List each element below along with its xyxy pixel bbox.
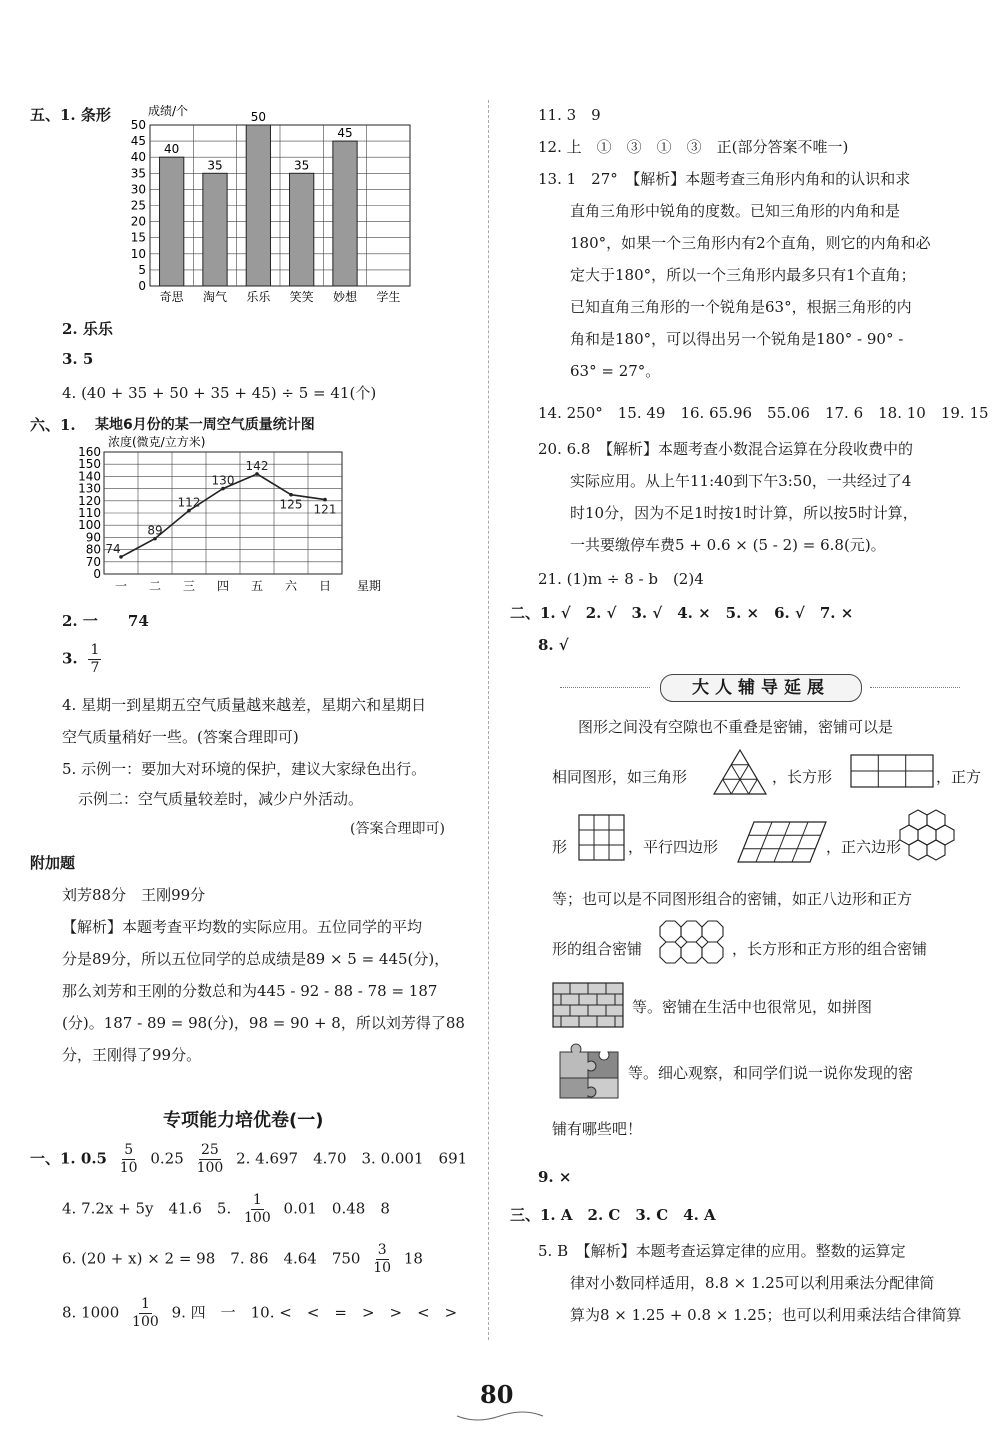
tess-l1: 图形之间没有空隙也不重叠是密铺，密铺可以是: [578, 718, 894, 736]
line-chart-ytick: 150: [78, 457, 101, 472]
liu-q5-note: (答案合理即可): [350, 821, 445, 837]
line-chart-ytick: 130: [78, 481, 101, 496]
fraction-numerator: 1: [140, 1296, 150, 1312]
tess-l7: 等。细心观察，和同学们说一说你发现的密: [628, 1064, 914, 1082]
r-san: 三、1. A 2. C 3. C 4. A: [510, 1206, 716, 1224]
bar-chart: [110, 100, 440, 304]
bar-chart-xlabel: 妙想: [332, 290, 358, 304]
bar-chart-ylabel: 成绩/个: [148, 104, 189, 118]
r-q13-l1: 直角三角形中锐角的度数。已知三角形的内角和是: [570, 202, 901, 220]
line-chart-ytick: 90: [85, 530, 101, 545]
liu-q4-line1: 4. 星期一到星期五空气质量越来越差，星期六和星期日: [62, 696, 427, 714]
r-q5-l2: 算为8 × 1.25 + 0.8 × 1.25；也可以利用乘法结合律简算: [570, 1306, 962, 1324]
liu-q3-prefix: 3.: [62, 649, 78, 668]
bar-chart-ytick: 15: [130, 230, 146, 245]
line-chart-ytick: 0: [93, 567, 101, 581]
fujia-line3: 分是89分，所以五位同学的总成绩是89 × 5 = 445(分)，: [62, 950, 450, 968]
r-q13-l3: 定大于180°，所以一个三角形内最多只有1个直角；: [570, 266, 916, 284]
liu-q3: [62, 642, 107, 677]
line-value-label: 121: [313, 502, 337, 517]
r-q20-l1: 实际应用。从上午11:40到下午3:50，一共经过了4: [570, 472, 912, 490]
line-chart-xlabel: 五: [250, 579, 264, 593]
fraction-numerator: 5: [124, 1142, 134, 1158]
fraction-denominator: 7: [90, 660, 100, 676]
fraction-numerator: 1: [252, 1192, 262, 1208]
bar-value-label: 45: [337, 126, 353, 141]
tess-l2c: ，正方: [936, 768, 982, 786]
line-value-label: 112: [177, 495, 201, 510]
bar-chart-ytick: 40: [130, 150, 146, 165]
special-row1-a: 一、1. 0.5: [30, 1149, 107, 1168]
line-point: [289, 493, 293, 497]
wu-q3: 3. 5: [62, 350, 94, 368]
special-row4: [62, 1296, 457, 1331]
line-chart-xlabel: 四: [216, 579, 230, 593]
fraction: [130, 1296, 161, 1331]
line-chart-xlabel: 三: [182, 579, 196, 593]
r-q13-l4: 已知直角三角形的一个锐角是63°，根据三角形的内: [570, 298, 912, 316]
banner-line-left: [560, 687, 650, 688]
banner-title: 大人辅导延展: [660, 674, 862, 702]
bar-chart-ytick: 20: [130, 214, 146, 229]
line-point: [323, 498, 327, 502]
fraction-numerator: 3: [377, 1242, 387, 1258]
fujia-line1: 刘芳88分 王刚99分: [62, 886, 206, 904]
fraction-denominator: 10: [373, 1260, 392, 1276]
fraction-denominator: 100: [244, 1210, 271, 1226]
tess-l3a: 形: [552, 838, 568, 856]
fraction: [195, 1142, 226, 1177]
tess-l8: 铺有哪些吧！: [552, 1120, 643, 1138]
line-chart-xlabel: 二: [148, 579, 162, 593]
line-chart-title: 某地6月份的某一周空气质量统计图: [95, 417, 315, 433]
line-value-label: 89: [147, 523, 163, 538]
line-chart-ytick: 110: [78, 506, 101, 520]
bar-value-label: 35: [294, 158, 310, 173]
line-chart: [60, 432, 382, 602]
bar: [160, 157, 184, 286]
line-value-label: 142: [245, 458, 269, 473]
octagon-square-tiling-icon: [658, 920, 734, 968]
fraction: [242, 1192, 273, 1227]
line-chart-ylabel: 浓度(微克/立方米): [108, 435, 206, 449]
fraction: [118, 1142, 140, 1177]
r-er8: 8. √: [538, 636, 569, 654]
special-row3-a: 6. (20 + x) × 2 = 98 7. 86 4.64 750: [62, 1249, 361, 1268]
bar-chart-ytick: 25: [130, 198, 146, 213]
line-chart-ytick: 70: [85, 554, 101, 569]
fraction-numerator: 25: [201, 1142, 219, 1158]
tess-l2b: ，长方形: [772, 768, 833, 786]
liu-q5-line1: 5. 示例一：要加大对环境的保护，建议大家绿色出行。: [62, 760, 427, 778]
line-chart-xlabel: 日: [318, 579, 332, 593]
bar-chart-ytick: 0: [138, 279, 146, 293]
bar: [290, 173, 314, 286]
special-row1-c: 2. 4.697 4.70 3. 0.001 691: [236, 1149, 468, 1168]
bar-chart-ytick: 35: [130, 166, 146, 181]
bar-chart-ytick: 45: [130, 134, 146, 149]
puzzle-icon: [556, 1044, 622, 1100]
special-row4-a: 8. 1000: [62, 1303, 120, 1322]
liu-q5-line2: 示例二：空气质量较差时，减少户外活动。: [78, 790, 364, 808]
r-q12: 12. 上 ① ③ ① ③ 正(部分答案不唯一): [538, 138, 849, 156]
line-value-label: 130: [211, 473, 235, 488]
fraction-denominator: 100: [132, 1314, 159, 1330]
tess-l3b: ，平行四边形: [628, 838, 719, 856]
triangle-tiling-icon: [712, 748, 768, 796]
r-q14: 14. 250° 15. 49 16. 65.96 55.06 17. 6 18. 10 19. 15: [538, 404, 989, 422]
wu-q1: 五、1. 条形: [30, 106, 111, 124]
r-q13-l6: 63° = 27°。: [570, 362, 661, 380]
fujia-line6: 分，王刚得了99分。: [62, 1046, 202, 1064]
square-tiling-icon: [578, 814, 626, 862]
bar-value-label: 50: [250, 110, 266, 124]
line-chart-ytick: 120: [78, 493, 101, 508]
bar-chart-xlabel: 乐乐: [246, 290, 271, 304]
parallelogram-tiling-icon: [736, 820, 828, 864]
column-divider: [488, 100, 489, 1340]
r-q20-l0: 20. 6.8 【解析】本题考查小数混合运算在分段收费中的: [538, 440, 913, 458]
special-row1: [30, 1142, 467, 1177]
banner-line-right: [870, 687, 960, 688]
bar-chart-ytick: 50: [130, 118, 146, 132]
r-q20-l3: 一共要缴停车费5 + 0.6 × (5 - 2) = 6.8(元)。: [570, 536, 886, 554]
tess-l6: 等。密铺在生活中也很常见，如拼图: [632, 998, 873, 1016]
rectangle-tiling-icon: [850, 754, 934, 788]
r-q13-l2: 180°，如果一个三角形内有2个直角，则它的内角和必: [570, 234, 931, 252]
bar-value-label: 40: [164, 142, 180, 157]
fujia-line2: 【解析】本题考查平均数的实际应用。五位同学的平均: [62, 918, 423, 936]
r-q13-l5: 角和是180°，可以得出另一个锐角是180° - 90° -: [570, 330, 904, 348]
bar: [333, 141, 357, 286]
bar-value-label: 35: [207, 158, 223, 173]
brick-wall-icon: [552, 982, 624, 1028]
line-chart-ytick: 100: [78, 518, 101, 533]
r-q13-l0: 13. 1 27° 【解析】本题考查三角形内角和的认识和求: [538, 170, 911, 188]
section-banner: [560, 676, 960, 700]
liu-q1-prefix: 六、1.: [30, 416, 76, 434]
bar: [203, 173, 227, 286]
tess-l5a: 形的组合密铺: [552, 940, 643, 958]
fujia-title: 附加题: [30, 854, 76, 872]
section-title: 专项能力培优卷(一): [163, 1110, 324, 1131]
r-q21: 21. (1)m ÷ 8 - b (2)4: [538, 570, 704, 588]
tess-l3c: ，正六边形: [826, 838, 902, 856]
special-row3: [62, 1242, 423, 1277]
line-chart-ytick: 160: [78, 445, 101, 459]
fraction: [371, 1242, 393, 1277]
wu-q2: 2. 乐乐: [62, 320, 113, 338]
hexagon-tiling-icon: [904, 808, 960, 868]
bar-chart-xlabel: 学生: [376, 290, 401, 304]
line-value-label: 125: [279, 497, 303, 512]
fraction-numerator: 1: [90, 642, 100, 658]
r-er: 二、1. √ 2. √ 3. √ 4. × 5. × 6. √ 7. ×: [510, 604, 854, 622]
wu-q4: 4. (40 + 35 + 50 + 35 + 45) ÷ 5 = 41(个): [62, 384, 377, 402]
page-number: 80: [480, 1380, 514, 1409]
special-row2: [62, 1192, 390, 1227]
liu-q2: 2. 一 74: [62, 612, 149, 630]
r-q5-l0: 5. B 【解析】本题考查运算定律的应用。整数的运算定: [538, 1242, 906, 1260]
r-q11: 11. 3 9: [538, 106, 601, 124]
line-chart-xlabel: 星期: [356, 579, 382, 593]
bar-chart-xlabel: 笑笑: [289, 290, 314, 304]
r-q5-l1: 律对小数同样适用，8.8 × 1.25可以利用乘法分配律简: [570, 1274, 935, 1292]
special-row2-b: 0.01 0.48 8: [283, 1199, 390, 1218]
bar-chart-ytick: 30: [130, 182, 146, 197]
tess-l2a: 相同图形，如三角形: [552, 768, 688, 786]
tess-l5b: ，长方形和正方形的组合密铺: [732, 940, 928, 958]
bar-chart-ytick: 10: [130, 246, 146, 261]
fraction-denominator: 10: [119, 1160, 138, 1176]
bar-chart-xlabel: 淘气: [202, 290, 228, 304]
fujia-line5: (分)。187 - 89 = 98(分)，98 = 90 + 8，所以刘芳得了88: [62, 1014, 465, 1032]
line-value-label: 74: [105, 541, 121, 556]
special-row2-a: 4. 7.2x + 5y 41.6 5.: [62, 1199, 232, 1218]
line-chart-xlabel: 一: [114, 579, 128, 593]
fraction: [88, 642, 101, 677]
line-chart-xlabel: 六: [284, 579, 298, 593]
tess-l4: 等；也可以是不同图形组合的密铺，如正八边形和正方: [552, 890, 913, 908]
line-chart-ytick: 140: [78, 469, 101, 484]
r-q9: 9. ×: [538, 1168, 572, 1186]
special-row4-b: 9. 四 一 10. < < = > > < >: [171, 1303, 458, 1322]
page-ornament-icon: [455, 1410, 545, 1424]
bar: [246, 125, 270, 286]
special-row1-b: 0.25: [150, 1149, 184, 1168]
fraction-denominator: 100: [196, 1160, 224, 1176]
fujia-line4: 那么刘芳和王刚的分数总和为445 - 92 - 88 - 78 = 187: [62, 982, 438, 1000]
line-chart-ytick: 80: [85, 542, 101, 557]
liu-q4-line2: 空气质量稍好一些。(答案合理即可): [62, 728, 299, 746]
special-row3-b: 18: [403, 1249, 423, 1268]
bar-chart-xlabel: 奇思: [159, 290, 184, 304]
r-q20-l2: 时10分，因为不足1时按1时计算，所以按5时计算，: [570, 504, 918, 522]
bar-chart-ytick: 5: [138, 262, 146, 277]
